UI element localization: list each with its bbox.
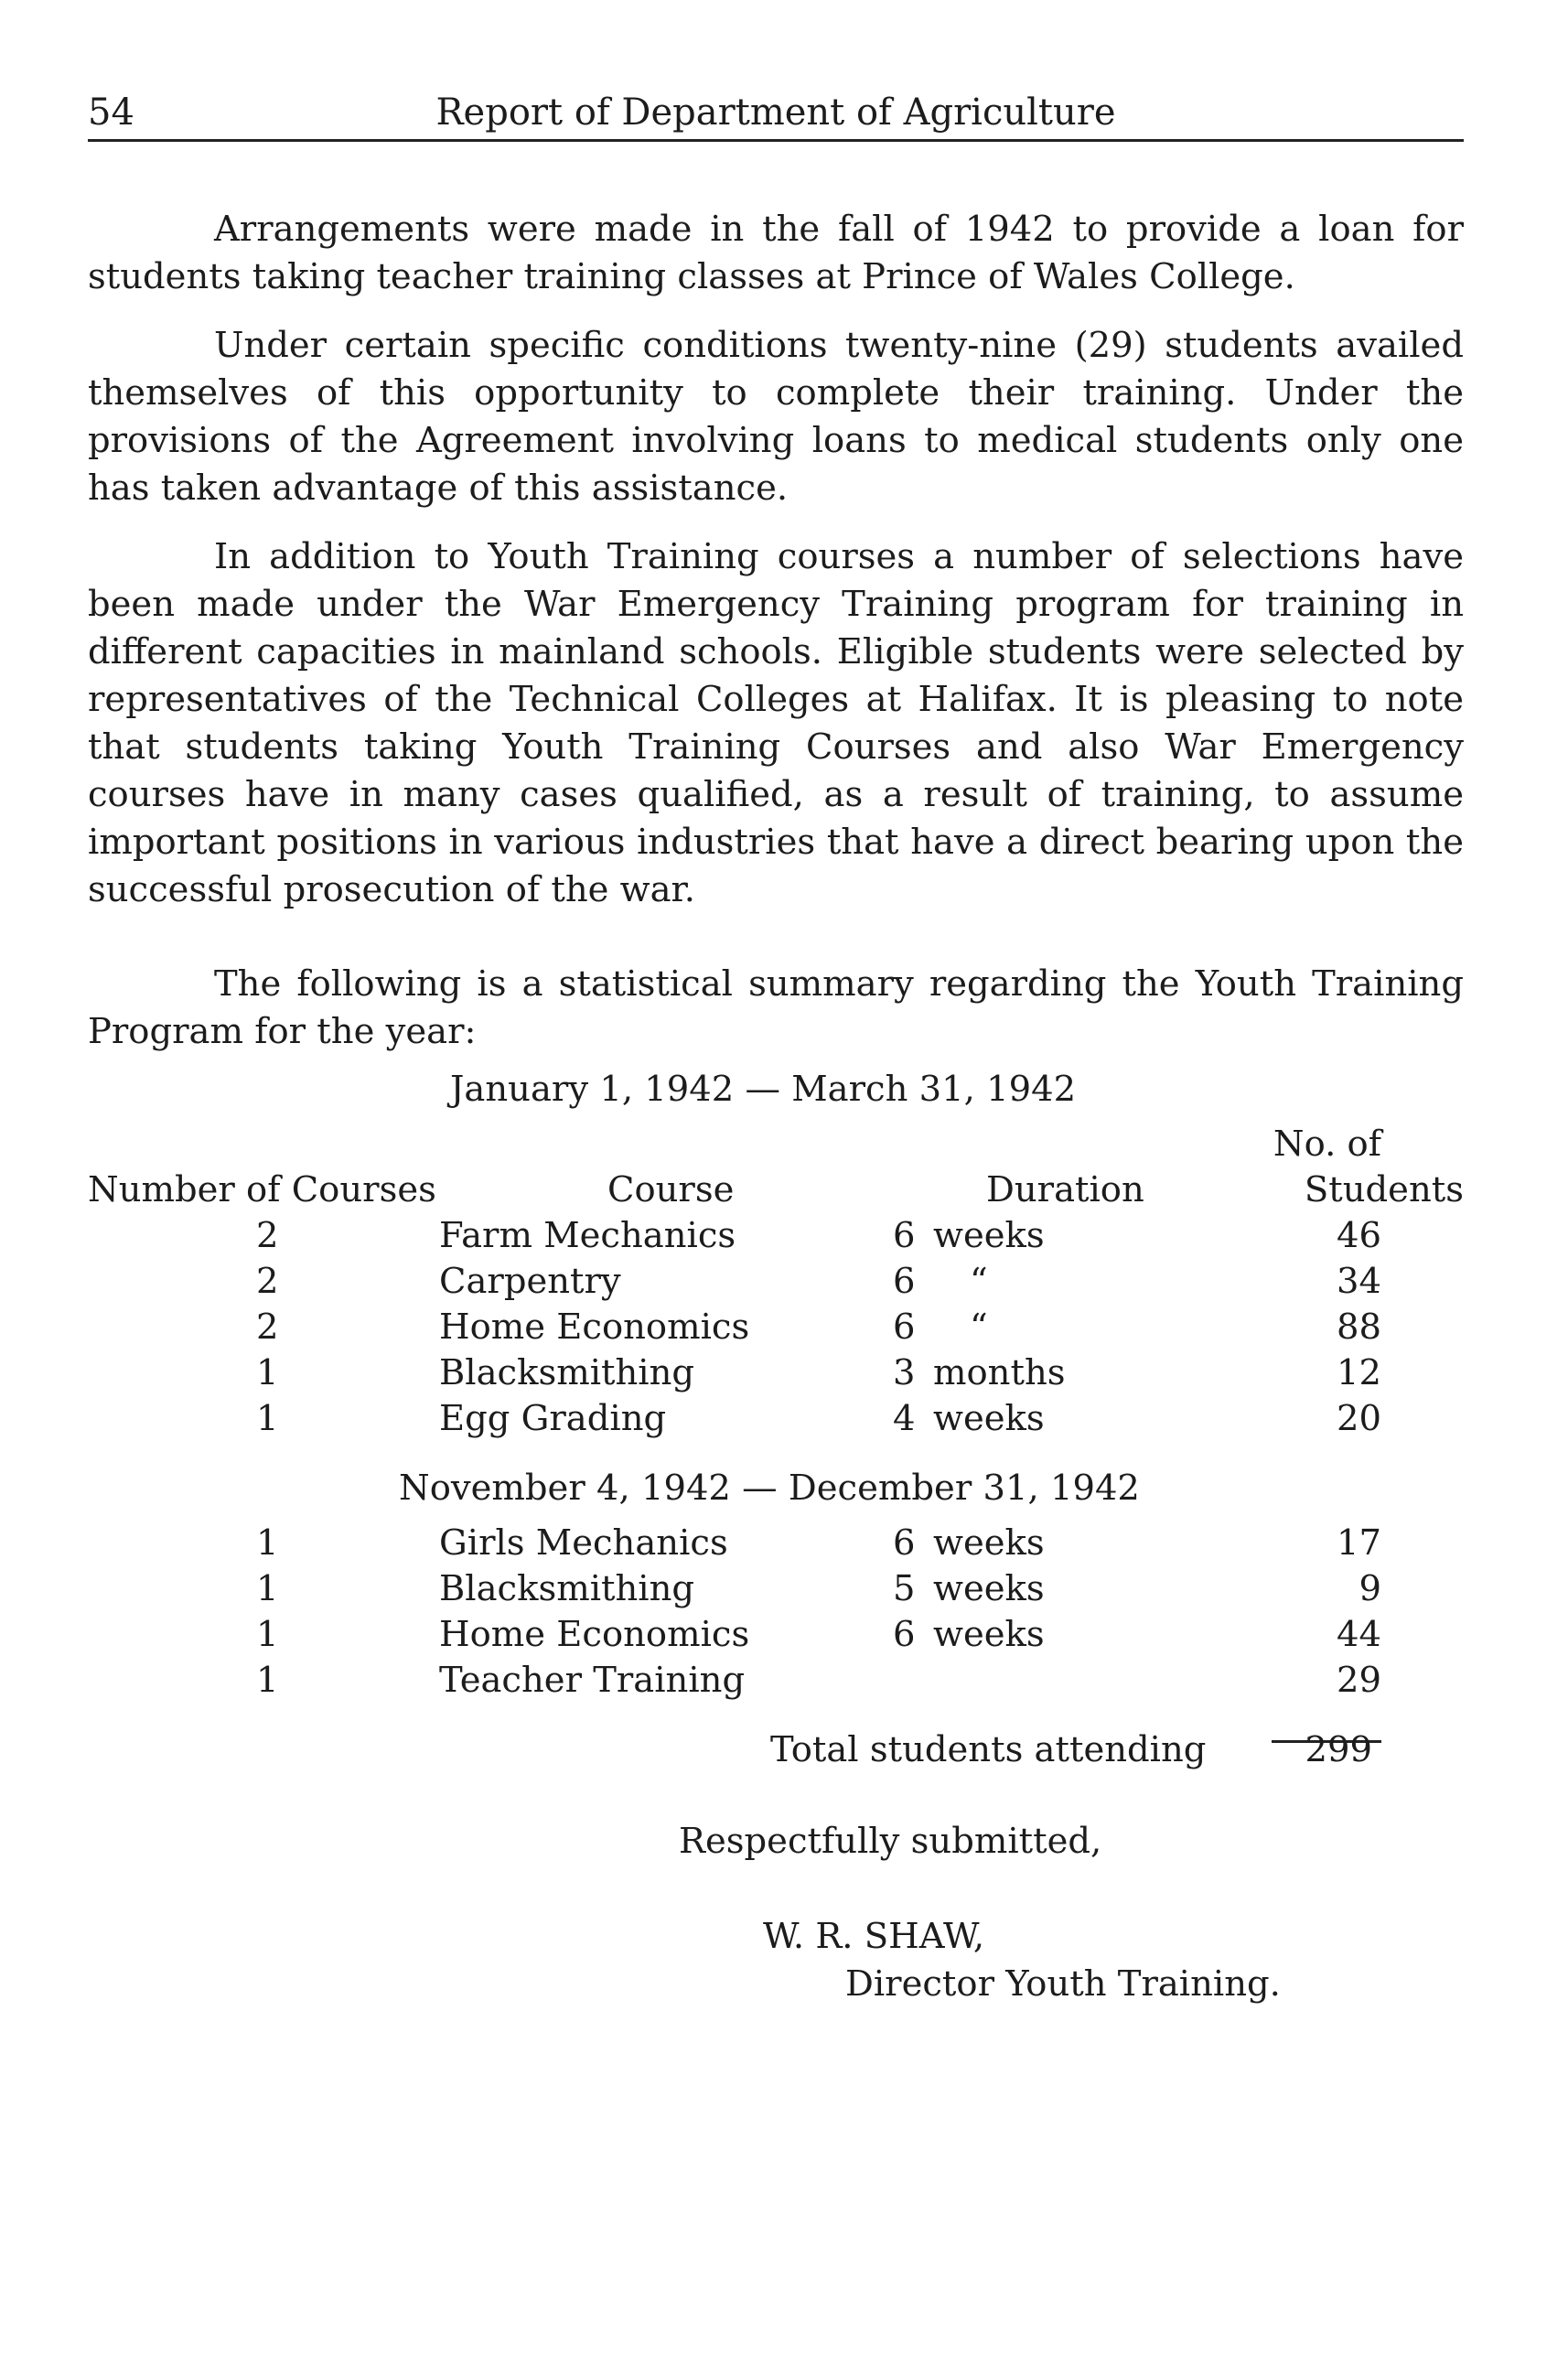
paragraph-war-emergency-training: In addition to Youth Training courses a number of selections have been made under the War Emergency Training program for training in different capacities in mainland schools. Eligible students were selected by representatives of the Technical Colleges at Halifax. It is pleasing to note that students taking Youth Training Courses and also War Emergency courses have in many cases qualified, as a result of training, to assume important positions in various industries that have a direct bearing upon the successful prosecution of the war. xyxy=(88,536,1464,910)
signatory-name: W. R. SHAW, xyxy=(763,1916,985,1957)
page-header xyxy=(88,88,1464,142)
row-duration-number: 3 xyxy=(893,1352,916,1393)
row-duration-unit: weeks xyxy=(933,1568,1045,1609)
row-num-courses: 1 xyxy=(256,1614,279,1655)
row-num-courses: 1 xyxy=(256,1660,279,1701)
header-number-of-courses: Number of Courses xyxy=(88,1169,436,1210)
row-duration-unit: weeks xyxy=(933,1522,1045,1564)
paragraph-statistical-summary-intro: The following is a statistical summary regarding the Youth Training Program for the year: xyxy=(88,963,1464,1052)
header-students-line1: No. of xyxy=(1273,1124,1381,1165)
row-course: Teacher Training xyxy=(439,1660,746,1701)
row-course: Home Economics xyxy=(439,1307,750,1348)
total-value: 299 xyxy=(1305,1729,1372,1770)
row-students: 9 xyxy=(1359,1568,1381,1609)
row-students: 29 xyxy=(1337,1660,1381,1701)
row-duration-unit: “ xyxy=(970,1261,988,1302)
row-duration-unit: “ xyxy=(970,1307,988,1348)
row-students: 34 xyxy=(1337,1261,1381,1302)
row-num-courses: 2 xyxy=(256,1307,279,1348)
row-duration-number: 6 xyxy=(893,1261,916,1302)
page-number: 54 xyxy=(88,91,134,134)
row-duration-unit: weeks xyxy=(933,1398,1045,1439)
row-num-courses: 1 xyxy=(256,1568,279,1609)
header-students-line2: Students xyxy=(1304,1169,1464,1210)
row-course: Blacksmithing xyxy=(439,1568,695,1609)
row-num-courses: 1 xyxy=(256,1522,279,1564)
closing: Respectfully submitted, xyxy=(679,1821,1102,1862)
row-duration-unit: weeks xyxy=(933,1215,1045,1256)
row-duration-number: 6 xyxy=(893,1307,916,1348)
row-duration-number: 6 xyxy=(893,1522,916,1564)
row-num-courses: 2 xyxy=(256,1261,279,1302)
row-students: 12 xyxy=(1337,1352,1381,1393)
signatory-title: Director Youth Training. xyxy=(845,1963,1281,2005)
row-duration-unit: weeks xyxy=(933,1614,1045,1655)
row-students: 46 xyxy=(1337,1215,1381,1256)
header-course: Course xyxy=(607,1169,735,1210)
header-duration: Duration xyxy=(986,1169,1144,1210)
period-label: January 1, 1942 — March 31, 1942 xyxy=(450,1069,1077,1110)
row-students: 17 xyxy=(1337,1522,1381,1564)
row-course: Girls Mechanics xyxy=(439,1522,728,1564)
row-duration-number: 6 xyxy=(893,1215,916,1256)
row-course: Egg Grading xyxy=(439,1398,667,1439)
row-duration-unit: months xyxy=(933,1352,1066,1393)
row-students: 44 xyxy=(1337,1614,1381,1655)
running-head: Report of Department of Agriculture xyxy=(435,91,1116,134)
row-students: 88 xyxy=(1337,1307,1381,1348)
row-duration-number: 5 xyxy=(893,1568,916,1609)
row-course: Blacksmithing xyxy=(439,1352,695,1393)
row-num-courses: 2 xyxy=(256,1215,279,1256)
row-num-courses: 1 xyxy=(256,1398,279,1439)
paragraph-loan-arrangements: Arrangements were made in the fall of 1942 to provide a loan for students taking teacher training classes at Prince of Wales College. xyxy=(88,209,1464,297)
row-duration-number: 4 xyxy=(893,1398,916,1439)
row-course: Carpentry xyxy=(439,1261,621,1302)
row-duration-number: 6 xyxy=(893,1614,916,1655)
row-num-courses: 1 xyxy=(256,1352,279,1393)
period-label: November 4, 1942 — December 31, 1942 xyxy=(399,1468,1140,1509)
paragraph-students-availed: Under certain specific conditions twenty-nine (29) students availed themselves of this opportunity to complete their training. Under the provisions of the Agreement involving loans to medical students only one has taken advantage of this assistance. xyxy=(88,325,1464,509)
total-label: Total students attending xyxy=(770,1729,1207,1770)
row-course: Home Economics xyxy=(439,1614,750,1655)
row-students: 20 xyxy=(1337,1398,1381,1439)
row-course: Farm Mechanics xyxy=(439,1215,736,1256)
